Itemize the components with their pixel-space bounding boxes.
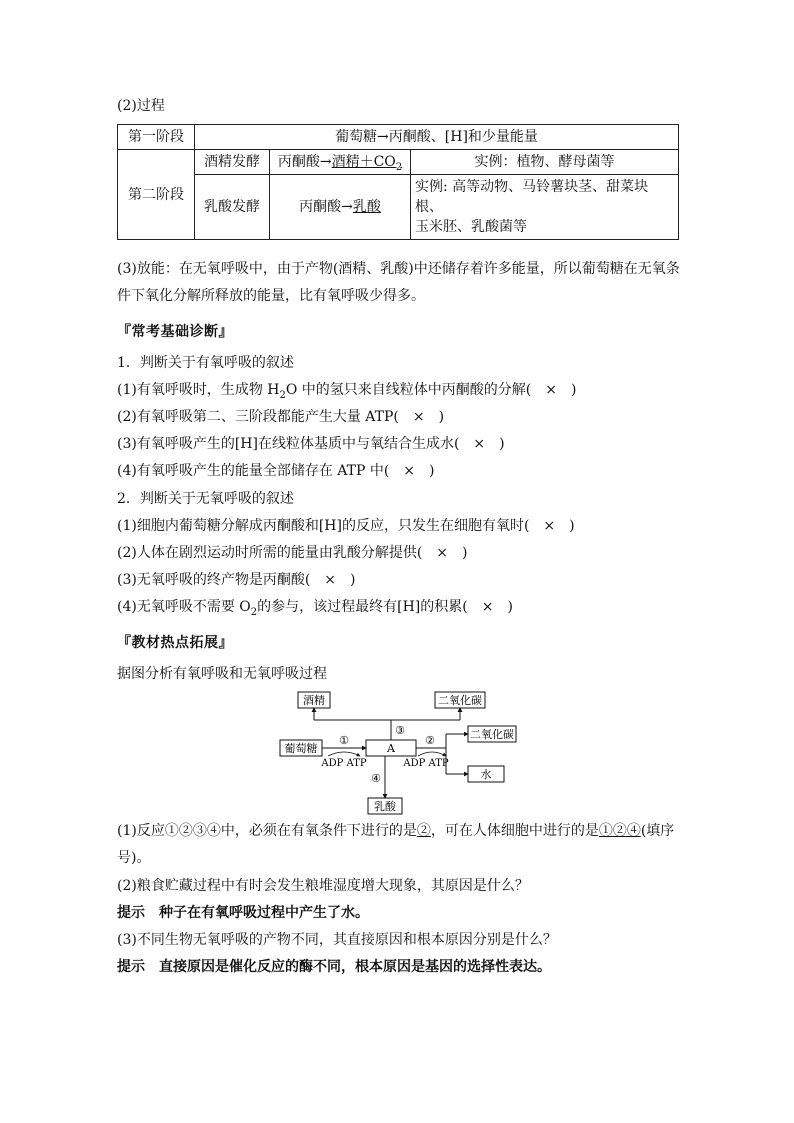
alcohol-fermentation-label: 酒精发酵 <box>195 150 270 175</box>
stage2-label: 第二阶段 <box>118 150 195 240</box>
q1-item1-b: O 中的氢只来自线粒体中丙酮酸的分解( × ) <box>285 382 577 398</box>
question-grain-storage: (2)粮食贮藏过程中有时会发生粮堆湿度增大现象，其原因是什么？ <box>117 878 529 894</box>
lactic-example-line2: 玉米胚、乳酸菌等 <box>415 219 527 235</box>
q2-item4 <box>117 597 513 617</box>
heading-textbook-extension: 『教材热点拓展』 <box>117 635 233 651</box>
o2-subscript: 2 <box>250 606 258 618</box>
answer1-human-cells: ①②④ <box>598 823 641 839</box>
q1-item1-a: (1)有氧呼吸时，生成物 H <box>117 382 280 398</box>
answer1-aerobic-only: ② <box>416 823 431 839</box>
q2-item1: (1)细胞内葡萄糖分解成丙酮酸和[H]的反应，只发生在细胞有氧时( × ) <box>117 518 575 534</box>
lactic-eq-product: 乳酸 <box>352 199 381 215</box>
respiration-diagram <box>270 690 530 820</box>
alcohol-eq-products-text: 酒精＋CO <box>331 154 396 170</box>
q1-item2: (2)有氧呼吸第二、三阶段都能产生大量 ATP( × ) <box>117 409 445 425</box>
tip-products: 提示 直接原因是催化反应的酶不同，根本原因是基因的选择性表达。 <box>117 959 551 975</box>
energy-text-line1: (3)放能：在无氧呼吸中，由于产物(酒精、乳酸)中还储存着许多能量，所以葡萄糖在无氧条 <box>117 261 680 277</box>
stage1-content: 葡萄糖→丙酮酸、[H]和少量能量 <box>195 125 679 150</box>
q1-item1 <box>117 380 576 400</box>
reaction-3-label: ③ <box>395 724 405 737</box>
lactic-label: 乳酸 <box>374 800 396 813</box>
answer1-line2: 号)。 <box>117 850 151 866</box>
table-row <box>118 125 679 150</box>
co2-right-label: 二氧化碳 <box>470 728 514 741</box>
alcohol-eq-products <box>331 154 403 173</box>
reaction-4-label: ④ <box>371 772 381 785</box>
answer1-b: ，可在人体细胞中进行的是 <box>430 823 599 839</box>
tip-grain-storage: 提示 种子在有氧呼吸过程中产生了水。 <box>117 905 369 921</box>
lactic-equation <box>270 175 411 240</box>
answer1-c: (填序 <box>640 823 675 839</box>
heading-basic-diagnosis: 『常考基础诊断』 <box>117 324 233 340</box>
co2-top-label: 二氧化碳 <box>438 694 482 707</box>
adp-atp-left: ADP ATP <box>321 758 367 769</box>
energy-text-line2: 件下氧化分解所释放的能量，比有氧呼吸少得多。 <box>117 288 425 304</box>
table-row <box>118 175 679 240</box>
q2-title: 2．判断关于无氧呼吸的叙述 <box>117 491 294 507</box>
alcohol-example: 实例：植物、酵母菌等 <box>411 150 679 175</box>
q2-item2: (2)人体在剧烈运动时所需的能量由乳酸分解提供( × ) <box>117 545 468 561</box>
answer1-line1 <box>117 821 674 841</box>
lactic-fermentation-label: 乳酸发酵 <box>195 175 270 240</box>
stage1-label: 第一阶段 <box>118 125 195 150</box>
a-label: A <box>387 742 395 755</box>
adp-atp-right: ADP ATP <box>403 758 449 769</box>
alcohol-equation <box>270 150 411 175</box>
q2-item3: (3)无氧呼吸的终产物是丙酮酸( × ) <box>117 572 356 588</box>
atp-curve-left <box>328 752 360 756</box>
lactic-example <box>411 175 679 240</box>
q2-item4-a: (4)无氧呼吸不需要 O <box>117 599 251 615</box>
lactic-example-line1: 实例: 高等动物、马铃薯块茎、甜菜块根、 <box>415 179 649 215</box>
atp-curve-right <box>418 752 446 756</box>
reaction-2-label: ② <box>425 734 435 747</box>
q2-item4-b: 的参与，该过程最终有[H]的积累( × ) <box>257 599 513 615</box>
water-label: 水 <box>480 768 492 781</box>
table-row <box>118 150 679 175</box>
question-products: (3)不同生物无氧呼吸的产物不同，其直接原因和根本原因分别是什么？ <box>117 932 557 948</box>
h2o-subscript: 2 <box>279 389 286 401</box>
glucose-label: 葡萄糖 <box>284 742 318 755</box>
alcohol-label: 酒精 <box>303 694 325 707</box>
q1-title: 1．判断关于有氧呼吸的叙述 <box>117 355 294 371</box>
diagram-intro: 据图分析有氧呼吸和无氧呼吸过程 <box>117 666 327 682</box>
lactic-eq-pre: 丙酮酸→ <box>299 199 353 215</box>
section-process-title: (2)过程 <box>117 98 165 114</box>
answer1-a: (1)反应①②③④中，必须在有氧条件下进行的是 <box>117 823 417 839</box>
alcohol-eq-pre: 丙酮酸→ <box>277 154 332 170</box>
q1-item3: (3)有氧呼吸产生的[H]在线粒体基质中与氧结合生成水( × ) <box>117 436 505 452</box>
q1-item4: (4)有氧呼吸产生的能量全部储存在 ATP 中( × ) <box>117 463 435 479</box>
reaction-1-label: ① <box>339 734 349 747</box>
co2-subscript: 2 <box>395 161 403 173</box>
process-table <box>117 124 679 240</box>
